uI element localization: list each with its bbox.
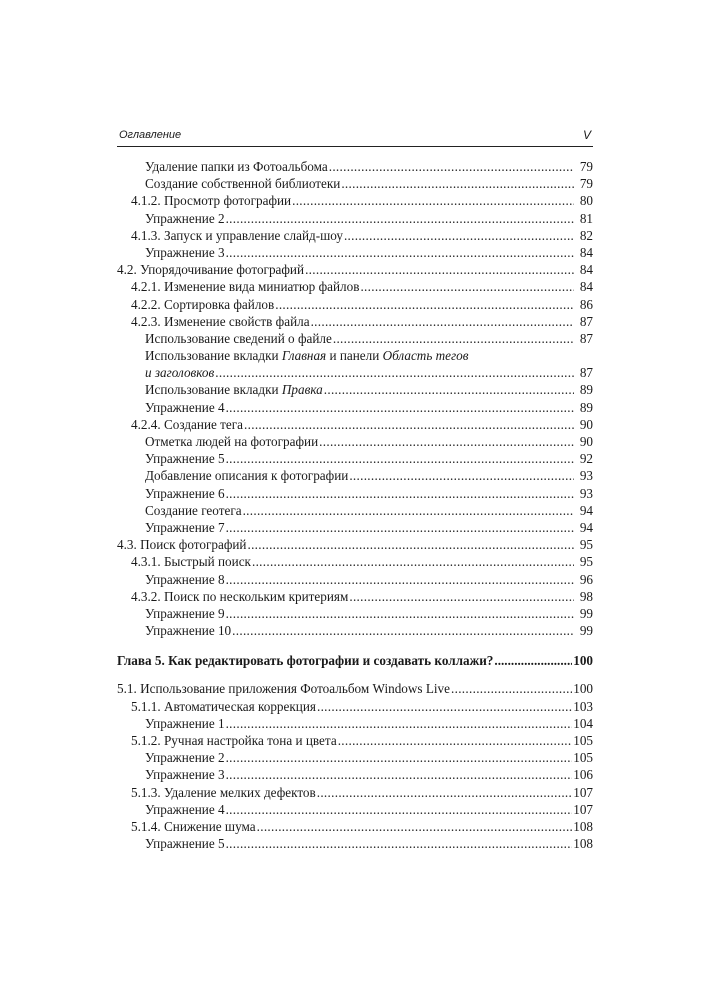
- toc-entry-page: 96: [579, 571, 593, 587]
- toc-entry[interactable]: [117, 450, 593, 467]
- toc-entry-page: 103: [573, 698, 593, 714]
- toc-entry-page: 81: [579, 210, 593, 226]
- chapter-page: 100: [573, 653, 593, 669]
- toc-entry-page: 82: [579, 227, 593, 243]
- dot-leader: [226, 571, 574, 588]
- toc-entry-text: Добавление описания к фотографии: [145, 468, 349, 484]
- toc-entry[interactable]: [117, 835, 593, 852]
- dot-leader: [360, 278, 574, 295]
- toc-entry-page: 108: [573, 836, 593, 852]
- toc-entry[interactable]: [117, 698, 593, 715]
- toc-entry-page: 84: [579, 262, 593, 278]
- toc-entry-page: 95: [579, 537, 593, 553]
- toc-entry-text: Удаление папки из Фотоальбома: [145, 159, 328, 174]
- toc-group-c: [117, 680, 593, 852]
- dot-leader: [244, 416, 574, 433]
- dot-leader: [226, 399, 574, 416]
- toc-entry-page: 107: [573, 801, 593, 817]
- dot-leader: [344, 227, 574, 244]
- dot-leader: [215, 364, 574, 381]
- toc-entry-text: 4.3.2. Поиск по нескольким критериям: [131, 588, 349, 604]
- dot-leader: [257, 818, 573, 835]
- toc-entry-text: Упражнение 6: [145, 485, 225, 501]
- toc-entry-text: Упражнение 2: [145, 210, 225, 226]
- toc-entry-page: 95: [579, 554, 593, 570]
- header-page-number: V: [582, 128, 591, 142]
- dot-leader: [319, 433, 574, 450]
- dot-leader: [247, 536, 574, 553]
- toc-entry-text: Упражнение 5: [145, 451, 225, 467]
- toc-entry-page: 79: [579, 159, 593, 174]
- table-of-contents: [117, 158, 593, 852]
- running-header: [117, 128, 593, 147]
- toc-entry-page: 90: [579, 434, 593, 449]
- toc-entry-text: 5.1.2. Ручная настройка тона и цвета: [131, 733, 337, 748]
- toc-entry-multiline-second-line[interactable]: [117, 364, 593, 381]
- dot-leader: [341, 175, 574, 192]
- toc-entry-text: Упражнение 1: [145, 715, 225, 731]
- toc-entry-text: 5.1.1. Автоматическая коррекция: [131, 698, 316, 714]
- dot-leader: [305, 261, 574, 278]
- toc-entry[interactable]: [117, 278, 593, 295]
- toc-entry-text: 5.1. Использование приложения Фотоальбом Windows Live: [117, 681, 451, 697]
- toc-entry-text: 5.1.4. Снижение шума: [131, 818, 256, 834]
- toc-entry-text: Упражнение 5: [145, 836, 225, 852]
- toc-entry[interactable]: [117, 210, 593, 227]
- dot-leader: [226, 210, 574, 227]
- toc-entry-page: 99: [579, 623, 593, 639]
- toc-entry[interactable]: [117, 416, 593, 433]
- toc-entry-text: Упражнение 4: [145, 801, 225, 817]
- dot-leader: [494, 652, 572, 669]
- toc-entry-text: 4.2.2. Сортировка файлов: [131, 296, 275, 312]
- toc-entry-text: Использование сведений о файле: [145, 330, 332, 346]
- toc-entry-text: 4.3.1. Быстрый поиск: [131, 554, 251, 570]
- toc-entry-page: 99: [579, 605, 593, 621]
- toc-entry-page: 84: [579, 244, 593, 260]
- toc-entry-page: 90: [579, 416, 593, 432]
- toc-entry-text: Упражнение 4: [145, 399, 225, 415]
- toc-entry-text: 4.2.4. Создание тега: [131, 416, 244, 432]
- toc-entry-text: Упражнение 2: [145, 750, 225, 766]
- toc-entry[interactable]: [117, 192, 593, 209]
- dot-leader: [329, 158, 574, 175]
- toc-group-b: [117, 399, 593, 640]
- toc-entry-page: 107: [573, 784, 593, 800]
- toc-entry[interactable]: [117, 296, 593, 313]
- dot-leader: [333, 330, 574, 347]
- toc-entry[interactable]: [117, 227, 593, 244]
- toc-entry[interactable]: [117, 244, 593, 261]
- toc-entry-text: Упражнение 3: [145, 767, 225, 783]
- toc-entry[interactable]: [117, 485, 593, 502]
- dot-leader: [252, 553, 574, 570]
- dot-leader: [338, 732, 573, 749]
- toc-entry-page: 87: [579, 365, 593, 381]
- toc-entry-page: 79: [579, 176, 593, 192]
- chapter-title: Глава 5. Как редактировать фотографии и создавать коллажи?: [117, 653, 494, 669]
- toc-entry-text: Упражнение 3: [145, 244, 225, 260]
- dot-leader: [451, 680, 572, 697]
- toc-entry-text: Упражнение 8: [145, 571, 225, 587]
- toc-entry-text: 4.1.3. Запуск и управление слайд-шоу: [131, 227, 343, 243]
- toc-entry-page: 104: [573, 715, 593, 731]
- toc-entry[interactable]: [117, 330, 593, 347]
- toc-entry[interactable]: [117, 175, 593, 192]
- toc-entry[interactable]: [117, 732, 593, 749]
- dot-leader: [226, 749, 573, 766]
- toc-entry-text: Упражнение 7: [145, 519, 225, 535]
- toc-entry-text: Создание собственной библиотеки: [145, 176, 341, 192]
- toc-entry-page: 87: [579, 330, 593, 346]
- toc-entry-text: 4.2.3. Изменение свойств файла: [131, 313, 310, 329]
- dot-leader: [226, 835, 573, 852]
- dot-leader: [226, 605, 574, 622]
- toc-entry-page: 105: [573, 733, 593, 748]
- dot-leader: [226, 244, 574, 261]
- toc-entry[interactable]: [117, 553, 593, 570]
- toc-entry[interactable]: [117, 784, 593, 801]
- toc-entry[interactable]: [117, 381, 593, 398]
- toc-entry[interactable]: [117, 766, 593, 783]
- toc-entry-page: 93: [579, 485, 593, 501]
- toc-entry[interactable]: [117, 588, 593, 605]
- toc-entry-text: Отметка людей на фотографии: [145, 434, 319, 449]
- dot-leader: [349, 588, 574, 605]
- toc-entry[interactable]: [117, 158, 593, 175]
- dot-leader: [317, 784, 572, 801]
- toc-entry-page: 84: [579, 279, 593, 295]
- dot-leader: [275, 296, 574, 313]
- toc-entry[interactable]: [117, 536, 593, 553]
- toc-entry-text: 5.1.3. Удаление мелких дефектов: [131, 784, 316, 800]
- toc-entry-page: 89: [579, 399, 593, 415]
- toc-entry-page: 100: [573, 681, 593, 697]
- toc-entry-text: 4.3. Поиск фотографий: [117, 537, 247, 553]
- dot-leader: [226, 715, 573, 732]
- toc-entry[interactable]: [117, 715, 593, 732]
- toc-entry-page: 87: [579, 313, 593, 329]
- toc-entry[interactable]: [117, 519, 593, 536]
- dot-leader: [226, 450, 574, 467]
- toc-entry-page: 92: [579, 451, 593, 467]
- toc-entry[interactable]: [117, 467, 593, 484]
- toc-entry-page: 94: [579, 519, 593, 535]
- toc-entry[interactable]: [117, 433, 593, 450]
- toc-entry-text: 4.2.1. Изменение вида миниатюр файлов: [131, 279, 360, 295]
- dot-leader: [243, 502, 574, 519]
- toc-entry-page: 80: [579, 193, 593, 209]
- dot-leader: [311, 313, 574, 330]
- chapter-heading[interactable]: [117, 652, 593, 669]
- toc-entry-text: Упражнение 10: [145, 623, 232, 639]
- toc-entry[interactable]: [117, 622, 593, 639]
- dot-leader: [349, 467, 574, 484]
- dot-leader: [232, 622, 574, 639]
- toc-entry-page: 98: [579, 588, 593, 604]
- dot-leader: [292, 192, 574, 209]
- dot-leader: [226, 485, 574, 502]
- dot-leader: [324, 381, 574, 398]
- dot-leader: [317, 698, 572, 715]
- toc-entry[interactable]: [117, 399, 593, 416]
- toc-entry[interactable]: [117, 818, 593, 835]
- toc-entry-page: 86: [579, 296, 593, 312]
- toc-entry-text: 4.1.2. Просмотр фотографии: [131, 193, 292, 209]
- dot-leader: [226, 766, 573, 783]
- toc-entry-text: Упражнение 9: [145, 605, 225, 621]
- dot-leader: [226, 801, 573, 818]
- dot-leader: [226, 519, 574, 536]
- toc-entry-multiline-first-line[interactable]: Использование вкладки Главная и панели Область тегов: [145, 348, 469, 364]
- toc-entry[interactable]: [117, 801, 593, 818]
- toc-entry[interactable]: [117, 313, 593, 330]
- header-title: Оглавление: [119, 129, 182, 141]
- toc-entry[interactable]: [117, 749, 593, 766]
- toc-entry-page: 94: [579, 502, 593, 518]
- toc-entry-page: 108: [573, 818, 593, 834]
- toc-entry[interactable]: [117, 502, 593, 519]
- toc-entry[interactable]: [117, 571, 593, 588]
- toc-entry-text: Создание геотега: [145, 502, 242, 518]
- toc-entry-text-italic: Правка: [281, 382, 323, 398]
- toc-entry-page: 89: [579, 382, 593, 398]
- toc-entry[interactable]: [117, 261, 593, 278]
- toc-entry[interactable]: [117, 680, 593, 697]
- toc-entry-page: 105: [573, 750, 593, 766]
- toc-entry-page: 106: [573, 767, 593, 783]
- toc-entry-text: и заголовков: [145, 365, 215, 381]
- toc-entry[interactable]: [117, 605, 593, 622]
- toc-entry-text: 4.2. Упорядочивание фотографий: [117, 262, 305, 278]
- toc-entry-text: Использование вкладки: [145, 382, 282, 398]
- toc-group-a: [117, 158, 593, 347]
- toc-entry-page: 93: [579, 468, 593, 484]
